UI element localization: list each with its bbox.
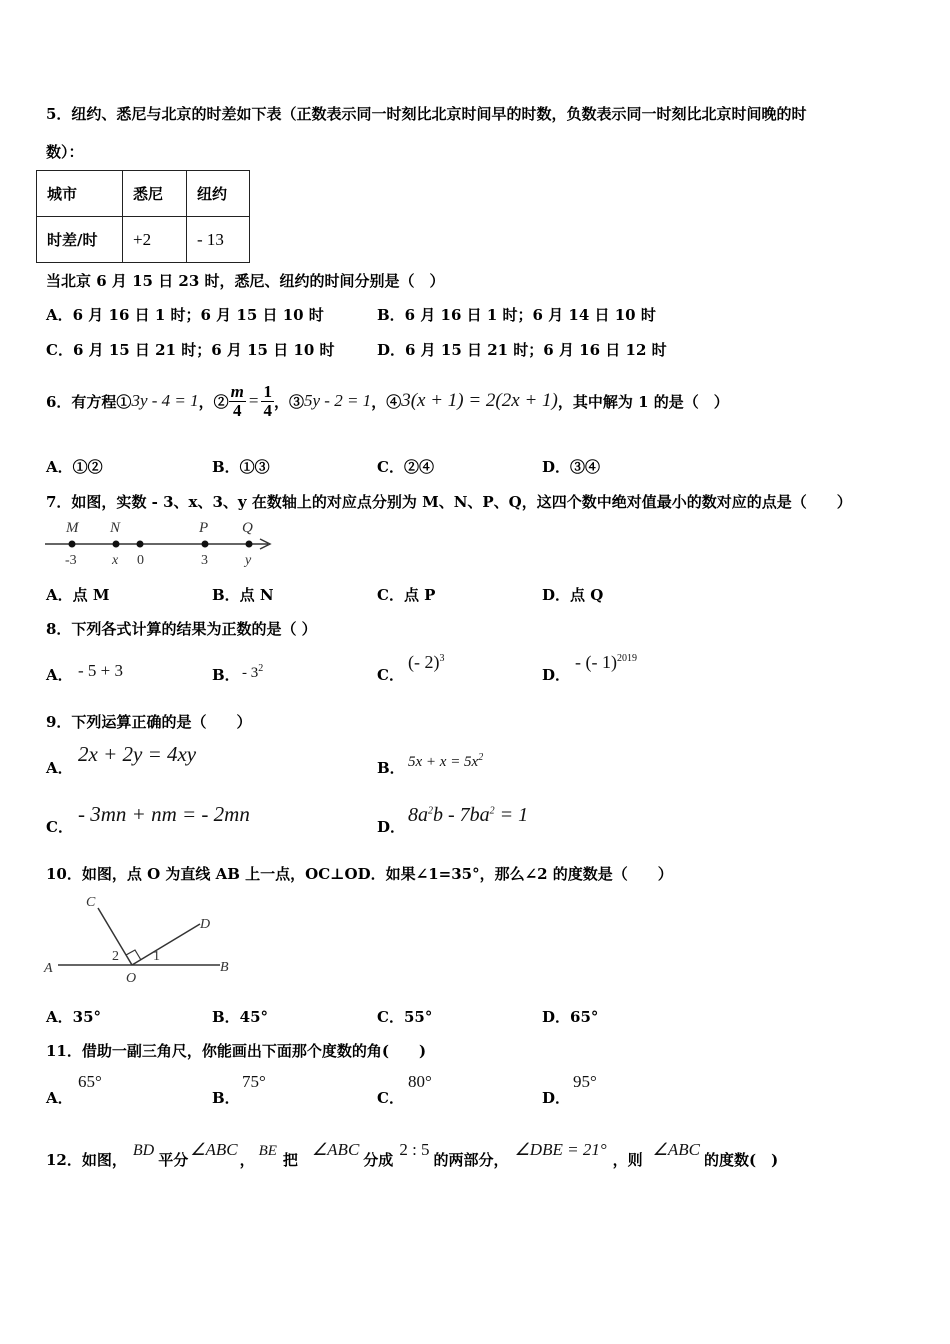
q6-eq2-left-fraction: $\frac{m}{4}$	[230, 381, 244, 420]
q10-option-d[interactable]: D．65°	[542, 1008, 599, 1026]
q8-option-c-label[interactable]: C．	[377, 666, 404, 684]
label-q: Q	[242, 520, 253, 536]
q5-option-a[interactable]: A．6 月 16 日 1 时；6 月 15 日 10 时	[46, 306, 324, 324]
q6-option-a[interactable]: A．①②	[46, 458, 103, 476]
q7-stem: 7．如图，实数 - 3、x、3、y 在数轴上的对应点分别为 M、N、P、Q，这四个数中绝对值最小的数对应的点是（ ）	[46, 493, 852, 511]
q6-eq2-right-fraction: $\frac{1}{4}$	[263, 381, 272, 420]
q12-text-8: 的度数( )	[704, 1151, 779, 1169]
q6-prefix: 6．有方程①	[46, 392, 132, 411]
q10-option-a[interactable]: A．35°	[46, 1008, 102, 1026]
q12-text-6: 的两部分，	[433, 1151, 509, 1169]
q6-sep2: ，②	[198, 392, 229, 411]
q11-option-c-value[interactable]: 80°	[408, 1072, 432, 1091]
tick-x: x	[112, 553, 119, 568]
point-n	[113, 541, 120, 548]
q8-option-a-label[interactable]: A．	[46, 666, 73, 684]
label-a: A	[44, 961, 53, 976]
q12-angle-abc-2: ∠ABC	[311, 1140, 360, 1159]
table-header-city: 城市	[37, 171, 123, 217]
q5-option-c[interactable]: C．6 月 15 日 21 时；6 月 15 日 10 时	[46, 341, 335, 359]
q12-text-4: 把	[282, 1151, 298, 1169]
number-line-figure	[40, 516, 280, 572]
q12-be: BE	[258, 1143, 277, 1159]
point-origin	[137, 541, 144, 548]
point-m	[69, 541, 76, 548]
tick-y: y	[245, 553, 252, 568]
label-b: B	[220, 960, 229, 975]
q8-option-b-expr[interactable]: - $3^2$	[242, 663, 264, 681]
label-m: M	[66, 520, 79, 536]
q11-option-b-value[interactable]: 75°	[242, 1072, 266, 1091]
q5-option-b[interactable]: B．6 月 16 日 1 时；6 月 14 日 10 时	[377, 306, 656, 324]
q11-option-b-label[interactable]: B．	[212, 1089, 240, 1107]
q9-option-b-expr[interactable]: $5x + x = 5x^2$	[408, 752, 484, 770]
q8-option-a-expr[interactable]: - 5 + 3	[78, 661, 123, 680]
label-angle-1: 1	[153, 949, 160, 964]
q6-eq2-equals: =	[248, 391, 259, 410]
q12-text-2: 平分	[158, 1151, 189, 1169]
q8-option-d-label[interactable]: D．	[542, 666, 571, 684]
q5-question: 当北京 6 月 15 日 23 时，悉尼、纽约的时间分别是（ ）	[46, 272, 445, 290]
table-cell-sydney: +2	[123, 217, 187, 263]
q9-option-b-label[interactable]: B．	[377, 759, 405, 777]
q6-sep4: ，④	[371, 392, 402, 411]
q6-eq3: 5y - 2 = 1	[304, 391, 372, 410]
q9-option-c-expr[interactable]: - 3mn + nm = - 2mn	[78, 802, 250, 826]
q5-stem-line2: 数）：	[46, 143, 84, 161]
q6-option-b[interactable]: B．①③	[212, 458, 270, 476]
q9-option-d-expr[interactable]: $8a^2b - 7ba^2 = 1$	[408, 804, 529, 826]
q9-option-a-label[interactable]: A．	[46, 759, 73, 777]
q6-sep3: ，③	[273, 392, 304, 411]
tick-0: 0	[137, 553, 144, 568]
q8-stem: 8．下列各式计算的结果为正数的是（ ）	[46, 620, 317, 638]
tick-minus-3: -3	[65, 553, 77, 568]
tick-3: 3	[201, 553, 208, 568]
q11-option-c-label[interactable]: C．	[377, 1089, 404, 1107]
q12-angle-abc-3: ∠ABC	[652, 1140, 700, 1159]
q8-option-d-expr[interactable]: - (- 1)$^{2019}$	[575, 652, 637, 672]
q11-option-d-label[interactable]: D．	[542, 1089, 571, 1107]
label-d: D	[200, 917, 211, 932]
q11-option-a-value[interactable]: 65°	[78, 1072, 102, 1091]
q9-option-c-label[interactable]: C．	[46, 818, 73, 836]
q7-option-a[interactable]: A．点 M	[46, 586, 110, 604]
q9-option-d-label[interactable]: D．	[377, 818, 406, 836]
table-header-newyork: 纽约	[187, 171, 250, 217]
table-row-label: 时差/时	[37, 217, 123, 263]
q9-option-a-expr[interactable]: 2x + 2y = 4xy	[78, 742, 197, 766]
label-n: N	[110, 520, 121, 536]
q10-option-b[interactable]: B．45°	[212, 1008, 269, 1026]
q6-option-c[interactable]: C．②④	[377, 458, 434, 476]
q11-option-a-label[interactable]: A．	[46, 1089, 73, 1107]
q12-text-5: 分成	[363, 1151, 394, 1169]
table-cell-newyork: - 13	[187, 217, 250, 263]
label-p: P	[199, 520, 209, 536]
label-o: O	[126, 971, 137, 986]
label-angle-2: 2	[112, 949, 119, 964]
q6-eq1: 3y - 4 = 1	[131, 391, 199, 410]
q11-stem: 11．借助一副三角尺，你能画出下面那个度数的角( )	[46, 1042, 427, 1060]
q6-option-d[interactable]: D．③④	[542, 458, 601, 476]
q6-suffix: ，其中解为 1 的是（ ）	[557, 392, 729, 411]
angle-figure	[40, 890, 240, 990]
q10-stem: 10．如图，点 O 为直线 AB 上一点，OC⊥OD．如果∠1=35°，那么∠2 的度数是（ ）	[46, 865, 673, 883]
q6-eq4: 3(x + 1) = 2(2x + 1)	[401, 390, 558, 411]
q5-stem-line1: 5．纽约、悉尼与北京的时差如下表（正数表示同一时刻比北京时间早的时数，负数表示同一时刻比北京时间晚的时	[46, 105, 807, 123]
q12-text-3: ，	[239, 1151, 255, 1169]
ray-od	[132, 924, 200, 965]
q7-option-d[interactable]: D．点 Q	[542, 586, 604, 604]
q11-option-d-value[interactable]: 95°	[573, 1072, 597, 1091]
q12-text-7: ，则	[612, 1151, 643, 1169]
time-difference-table	[36, 170, 250, 263]
q12-angle-dbe: ∠DBE = 21°	[514, 1140, 607, 1159]
q12-ratio: 2 : 5	[399, 1140, 430, 1159]
q8-option-b-label[interactable]: B．	[212, 666, 240, 684]
point-q	[246, 541, 253, 548]
q12-stem	[46, 1134, 778, 1170]
q12-text-1: 12．如图，	[46, 1151, 127, 1169]
q9-stem: 9．下列运算正确的是（ ）	[46, 713, 252, 731]
q12-angle-abc-1: ∠ABC	[190, 1140, 238, 1159]
q8-option-c-expr[interactable]: (- 2)$^3$	[408, 652, 445, 672]
table-header-sydney: 悉尼	[123, 171, 187, 217]
point-p	[202, 541, 209, 548]
q12-bd: BD	[132, 1142, 155, 1159]
q7-option-b[interactable]: B．点 N	[212, 586, 274, 604]
q7-option-c[interactable]: C．点 P	[377, 586, 436, 604]
q10-option-c[interactable]: C．55°	[377, 1008, 433, 1026]
q6-stem	[46, 372, 729, 430]
label-c: C	[86, 895, 96, 910]
q5-option-d[interactable]: D．6 月 15 日 21 时；6 月 16 日 12 时	[377, 341, 667, 359]
